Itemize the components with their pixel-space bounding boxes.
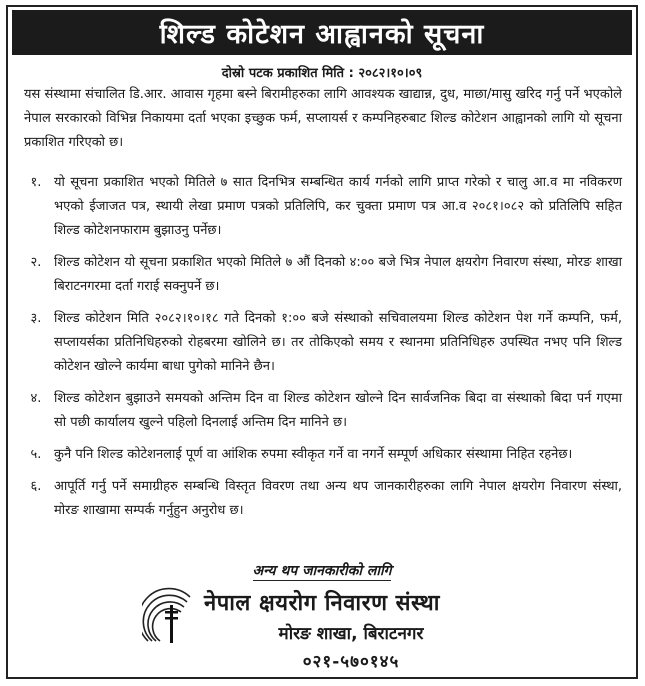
item-number: ५. <box>30 447 42 462</box>
list-item <box>18 171 622 243</box>
item-number: ४. <box>30 391 42 406</box>
item-text: यो सूचना प्रकाशित भएको मितिले ७ सात दिनभित्र सम्बन्धित कार्य गर्नको लागि प्राप्त गरेको र चालु आ.व मा नविकरण भएको ईजाजत पत्र, स्थायी लेखा प्रमाण पत्रको प्रतिलिपि, कर चुक्ता प्रमाण पत्र आ.व २०८१।०८२ को प्रतिलिपि सहित शिल्ड कोटेशनफाराम बुझाउनु पर्नेछ। <box>54 175 622 238</box>
notice-title: शिल्ड कोटेशन आह्वानको सूचना <box>12 10 632 55</box>
footer-caption-text: अन्य थप जानकारीको लागि <box>252 563 392 579</box>
list-item <box>18 475 622 523</box>
list-item <box>18 251 622 299</box>
published-date: दोस्रो पटक प्रकाशित मिति : २०८२।१०।०९ <box>221 66 423 81</box>
item-text: शिल्ड कोटेशन यो सूचना प्रकाशित भएको मितिले ७ औं दिनको ४:०० बजे भित्र नेपाल क्षयरोग निवारण संस्था, मोरङ शाखा बिराटनगरमा दर्ता गराई सक्नुपर्ने छ। <box>54 255 622 294</box>
branch-name: मोरङ शाखा, बिराटनगर <box>278 624 424 644</box>
item-text: शिल्ड कोटेशन मिति २०८२।१०।१८ गते दिनको १:०० बजे संस्थाको सचिवालयमा शिल्ड कोटेशन पेश गर्ने कम्पनि, फर्म, सप्लायर्सका प्रतिनिधिहरुको रोहबरमा खोलिने छ। तर तोकिएको समय र स्थानमा प्रतिनिधिहरु उपस्थित नभए पनि शिल्ड कोटेशन खोल्ने कार्यमा बाधा पुगेको मानिने छैन। <box>54 311 622 374</box>
intro-paragraph: यस संस्थामा संचालित डि.आर. आवास गृहमा बस्ने बिरामीहरुका लागि आवश्यक खाद्यान्न, दुध, माछा/मासु खरिद गर्नु पर्ने भएकोले नेपाल सरकारको विभिन्न निकायमा दर्ता भएका इच्छुक फर्म, सप्लायर्स र कम्पनिहरुबाट शिल्ड कोटेशन आह्वानको लागि यो सूचना प्रकाशित गरिएको छ। <box>24 87 622 150</box>
phone-number: ०२१-५७०१४५ <box>302 652 400 672</box>
item-text: कुनै पनि शिल्ड कोटेशनलाई पूर्ण वा आंशिक रुपमा स्वीकृत गर्ने वा नगर्ने सम्पूर्ण अधिकार संस्थामा निहित रहनेछ। <box>54 447 573 462</box>
conditions-list <box>18 171 622 531</box>
item-number: १. <box>30 175 42 190</box>
footer-caption <box>8 561 636 580</box>
item-number: ६. <box>30 479 42 494</box>
list-item <box>18 387 622 435</box>
item-text: आपूर्ति गर्नु पर्ने समाग्रीहरु सम्बन्धि विस्तृत विवरण तथा अन्य थप जानकारीहरुका लागि नेपाल क्षयरोग निवारण संस्था, मोरङ शाखामा सम्पर्क गर्नुहुन अनुरोध छ। <box>54 479 622 518</box>
item-number: ३. <box>30 311 42 326</box>
organization-name: नेपाल क्षयरोग निवारण संस्था <box>204 591 440 616</box>
notice-container <box>6 5 638 679</box>
item-text: शिल्ड कोटेशन बुझाउने समयको अन्तिम दिन वा शिल्ड कोटेशन खोल्ने दिन सार्वजनिक बिदा वा संस्थाको बिदा पर्न गएमा सो पछी कार्यालय खुल्ने पहिलो दिनलाई अन्तिम दिन मानिने छ। <box>54 391 622 430</box>
list-item <box>18 307 622 379</box>
item-number: २. <box>30 255 42 270</box>
list-item <box>18 443 622 467</box>
